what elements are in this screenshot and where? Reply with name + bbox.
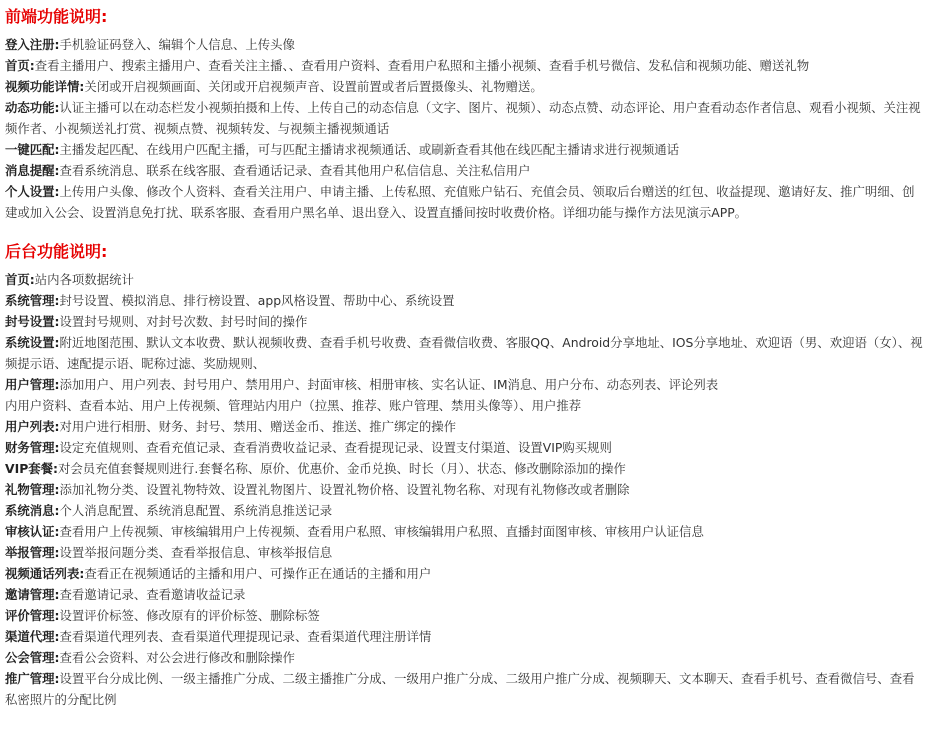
- feature-label: 消息提醒:: [5, 163, 60, 178]
- frontend-feature-item: [5, 34, 923, 55]
- feature-label: 举报管理:: [5, 545, 60, 560]
- frontend-feature-item: [5, 139, 923, 160]
- backend-feature-item: [5, 437, 923, 458]
- backend-feature-item: [5, 668, 923, 710]
- backend-feature-list: [5, 269, 923, 710]
- frontend-feature-item: [5, 76, 923, 97]
- feature-label: 一键匹配:: [5, 142, 60, 157]
- backend-feature-item: [5, 500, 923, 521]
- feature-description: 个人消息配置、系统消息配置、系统消息推送记录: [59, 503, 333, 518]
- feature-description: 查看邀请记录、查看邀请收益记录: [59, 587, 246, 602]
- backend-feature-item: [5, 521, 923, 542]
- feature-description: 设置平台分成比例、一级主播推广分成、二级主播推广分成、一级用户推广分成、二级用户推广分成、视频聊天、文本聊天、查看手机号、查看微信号、查看私密照片的分配比例: [5, 671, 915, 707]
- feature-label: 封号设置:: [5, 314, 60, 329]
- feature-label: 礼物管理:: [5, 482, 60, 497]
- backend-feature-item: [5, 311, 923, 332]
- feature-description: 查看公会资料、对公会进行修改和删除操作: [59, 650, 295, 665]
- feature-description: 查看用户上传视频、审核编辑用户上传视频、查看用户私照、审核编辑用户私照、直播封面图审核、审核用户认证信息: [59, 524, 704, 539]
- feature-label: 渠道代理:: [5, 629, 60, 644]
- backend-feature-item: [5, 626, 923, 647]
- frontend-section-title: 前端功能说明:: [5, 7, 108, 26]
- feature-label: 系统设置:: [5, 335, 60, 350]
- feature-label: 动态功能:: [5, 100, 60, 115]
- backend-feature-item: [5, 605, 923, 626]
- feature-description: 对用户进行相册、财务、封号、禁用、赠送金币、推送、推广绑定的操作: [59, 419, 457, 434]
- feature-description: 关闭或开启视频画面、关闭或开启视频声音、设置前置或者后置摄像头、礼物赠送。: [84, 79, 543, 94]
- backend-feature-item: [5, 479, 923, 500]
- backend-feature-item: [5, 542, 923, 563]
- backend-feature-item: [5, 374, 923, 395]
- feature-label: 个人设置:: [5, 184, 60, 199]
- feature-label: 视频功能详情:: [5, 79, 85, 94]
- feature-label: 系统管理:: [5, 293, 60, 308]
- backend-section-title: 后台功能说明:: [5, 242, 108, 261]
- backend-feature-item: [5, 584, 923, 605]
- backend-feature-item: [5, 416, 923, 437]
- feature-document: [5, 0, 923, 710]
- feature-description: 查看正在视频通话的主播和用户、可操作正在通话的主播和用户: [84, 566, 432, 581]
- feature-description: 设置举报问题分类、查看举报信息、审核举报信息: [59, 545, 333, 560]
- feature-label: 用户列表:: [5, 419, 60, 434]
- feature-description: 手机验证码登入、编辑个人信息、上传头像: [59, 37, 295, 52]
- feature-description: 站内各项数据统计: [34, 272, 134, 287]
- backend-feature-item: [5, 458, 923, 479]
- feature-label: 推广管理:: [5, 671, 60, 686]
- feature-label: 财务管理:: [5, 440, 60, 455]
- feature-description: 设定充值规则、查看充值记录、查看消费收益记录、查看提现记录、设置支付渠道、设置VIP购买规则: [59, 440, 612, 455]
- feature-description: 对会员充值套餐规则进行.套餐名称、原价、优惠价、金币兑换、时长（月）、状态、修改删除添加的操作: [58, 461, 626, 476]
- feature-description: 上传用户头像、修改个人资料、查看关注用户、申请主播、上传私照、充值账户钻石、充值会员、领取后台赠送的红包、收益提现、邀请好友、推广明细、创建或加入公会、设置消息免打扰、联系客服、查看用户黑名单、退出登入、设置直播间按时收费价格。详细功能与操作方法见演示APP。: [5, 184, 915, 220]
- feature-description: 添加礼物分类、设置礼物特效、设置礼物图片、设置礼物价格、设置礼物名称、对现有礼物修改或者删除: [59, 482, 630, 497]
- feature-description: 查看渠道代理列表、查看渠道代理提现记录、查看渠道代理注册详情: [59, 629, 432, 644]
- feature-label: VIP套餐:: [5, 461, 59, 476]
- backend-feature-item: [5, 647, 923, 668]
- feature-description: 主播发起匹配、在线用户匹配主播，可与匹配主播请求视频通话、或刷新查看其他在线匹配主播请求进行视频通话: [59, 142, 680, 157]
- feature-label: 登入注册:: [5, 37, 60, 52]
- backend-feature-item: [5, 290, 923, 311]
- feature-label: 审核认证:: [5, 524, 60, 539]
- feature-label: 首页:: [5, 58, 35, 73]
- feature-description: 添加用户、用户列表、封号用户、禁用用户、封面审核、相册审核、实名认证、IM消息、用户分布、动态列表、评论列表: [59, 377, 719, 392]
- feature-description: 设置评价标签、修改原有的评价标签、删除标签: [59, 608, 320, 623]
- frontend-feature-item: [5, 97, 923, 139]
- feature-label: 首页:: [5, 272, 35, 287]
- backend-feature-item: [5, 563, 923, 584]
- feature-description: 查看系统消息、联系在线客服、查看通话记录、查看其他用户私信信息、关注私信用户: [59, 163, 531, 178]
- feature-label: 评价管理:: [5, 608, 60, 623]
- frontend-feature-item: [5, 55, 923, 76]
- feature-description: 查看主播用户、搜索主播用户、查看关注主播、、查看用户资料、查看用户私照和主播小视频、查看手机号微信、发私信和视频功能、赠送礼物: [34, 58, 810, 73]
- feature-description: 封号设置、模拟消息、排行榜设置、app风格设置、帮助中心、系统设置: [59, 293, 455, 308]
- feature-label: 系统消息:: [5, 503, 60, 518]
- feature-description: 设置封号规则、对封号次数、封号时间的操作: [59, 314, 308, 329]
- feature-description: 认证主播可以在动态栏发小视频拍摄和上传、上传自己的动态信息（文字、图片、视频）、动态点赞、动态评论、用户查看动态作者信息、观看小视频、关注视频作者、小视频送礼打赏、视频点赞、视频转发、与视频主播视频通话: [5, 100, 921, 136]
- frontend-feature-list: [5, 34, 923, 223]
- backend-feature-item: [5, 269, 923, 290]
- frontend-feature-item: [5, 160, 923, 181]
- feature-label: 邀请管理:: [5, 587, 60, 602]
- feature-label: 视频通话列表:: [5, 566, 85, 581]
- feature-description: 附近地图范围、默认文本收费、默认视频收费、查看手机号收费、查看微信收费、客服QQ、Android分享地址、IOS分享地址、欢迎语（男、欢迎语（女）、视频提示语、速配提示语、昵称过滤、奖励规则、: [5, 335, 923, 371]
- feature-label: 用户管理:: [5, 377, 60, 392]
- frontend-feature-item: [5, 181, 923, 223]
- feature-label: 公会管理:: [5, 650, 60, 665]
- backend-feature-item: [5, 395, 923, 416]
- backend-feature-item: [5, 332, 923, 374]
- feature-description: 内用户资料、查看本站、用户上传视频、管理站内用户（拉黑、推荐、账户管理、禁用头像等）、用户推荐: [5, 398, 582, 413]
